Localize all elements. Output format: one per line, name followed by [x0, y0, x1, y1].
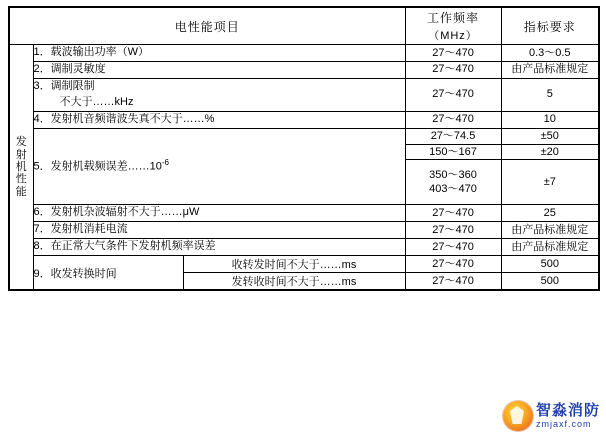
row-requirement: 500	[501, 273, 599, 291]
row-item-label	[33, 78, 405, 111]
row-item-label: 2．调制灵敏度	[33, 61, 405, 78]
side-label-transmitter-performance	[9, 45, 33, 291]
row-requirement: 5	[501, 78, 599, 111]
table-row	[9, 111, 599, 128]
row-requirement: 500	[501, 256, 599, 273]
row-frequency	[405, 160, 501, 205]
watermark-domain: zmjaxf.com	[535, 419, 592, 429]
header-frequency-unit: （MHz）	[428, 30, 478, 42]
row-item-label-switch-time: 9．收发转换时间	[33, 256, 183, 291]
row-frequency: 27～74.5	[405, 128, 501, 144]
side-label-c2: 射	[15, 148, 27, 161]
row-requirement: ±20	[501, 144, 599, 160]
row-item-label: 7．发射机消耗电流	[33, 222, 405, 239]
row-frequency: 150～167	[405, 144, 501, 160]
row-item-label: 8．在正常大气条件下发射机频率误差	[33, 239, 405, 256]
row-frequency-line1: 350～360	[429, 168, 477, 181]
side-label-c5: 能	[15, 185, 27, 198]
row-frequency: 27～470	[405, 256, 501, 273]
row-item-label-carrier-error	[33, 128, 405, 205]
row-frequency: 27～470	[405, 205, 501, 222]
row-requirement: 由产品标准规定	[501, 222, 599, 239]
side-label-c3: 机	[15, 160, 27, 173]
watermark-brand: 智淼消防	[535, 402, 600, 419]
electrical-spec-table	[8, 6, 600, 291]
row-requirement: 10	[501, 111, 599, 128]
row-frequency: 27～470	[405, 222, 501, 239]
row-requirement: 由产品标准规定	[501, 61, 599, 78]
row-subitem-label: 发转收时间不大于……ms	[183, 273, 405, 291]
row-item-label: 1．载波输出功率（W）	[33, 45, 405, 62]
row-item-label: 6．发射机杂波辐射不大于……μW	[33, 205, 405, 222]
row-requirement: ±50	[501, 128, 599, 144]
header-requirement: 指标要求	[501, 7, 599, 45]
row-frequency-line2: 403～470	[429, 183, 477, 196]
header-item: 电性能项目	[9, 7, 405, 45]
row-frequency: 27～470	[405, 45, 501, 62]
row-frequency: 27～470	[405, 78, 501, 111]
row-item-line2: 不大于……kHz	[59, 95, 134, 108]
row-item-text: 5．发射机载频误差……10	[33, 160, 162, 173]
table-row	[9, 128, 599, 144]
table-row	[9, 205, 599, 222]
row-requirement: ±7	[501, 160, 599, 205]
table-row	[9, 256, 599, 273]
side-label-c4: 性	[15, 173, 27, 186]
table-row	[9, 239, 599, 256]
row-requirement: 0.3～0.5	[501, 45, 599, 62]
row-frequency: 27～470	[405, 61, 501, 78]
row-frequency: 27～470	[405, 111, 501, 128]
row-subitem-label: 收转发时间不大于……ms	[183, 256, 405, 273]
table-row	[9, 45, 599, 62]
header-frequency-main: 工作频率	[427, 11, 480, 25]
table-header-row	[9, 7, 599, 45]
row-frequency: 27～470	[405, 273, 501, 291]
row-requirement: 25	[501, 205, 599, 222]
table-row	[9, 61, 599, 78]
row-item-label: 4．发射机音频谐波失真不大于……%	[33, 111, 405, 128]
spec-table-container	[8, 6, 598, 430]
row-frequency: 27～470	[405, 239, 501, 256]
header-frequency	[405, 7, 501, 45]
row-requirement: 由产品标准规定	[501, 239, 599, 256]
table-row	[9, 78, 599, 111]
table-row	[9, 222, 599, 239]
row-item-line1: 3．调制限制	[33, 79, 95, 92]
row-item-exponent: -6	[161, 158, 169, 168]
side-label-c1: 发	[15, 136, 27, 149]
